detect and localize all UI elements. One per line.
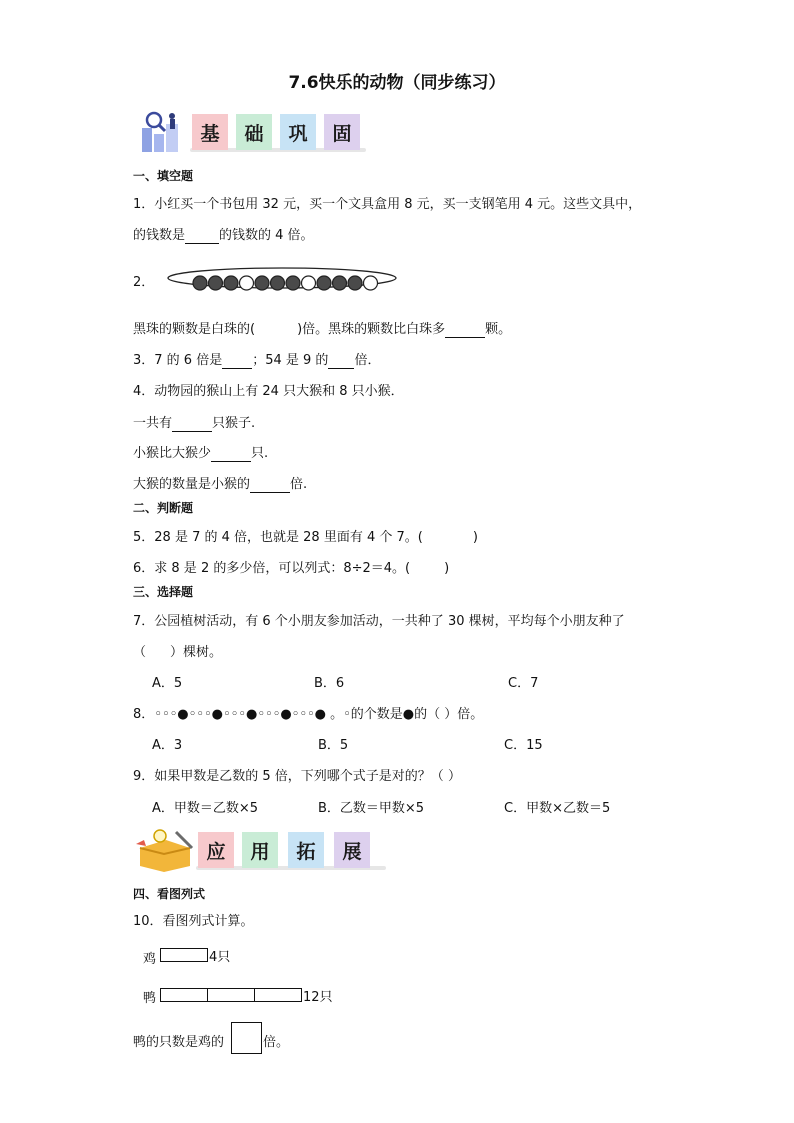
question-1-line-1: 1．小红买一个书包用 32 元，买一个文具盒用 8 元，买一支钢笔用 4 元。这些文具中， bbox=[133, 197, 642, 212]
banner-tile-2: 础 bbox=[236, 114, 272, 150]
answer-paren[interactable] bbox=[146, 645, 170, 660]
black-bead bbox=[317, 276, 331, 290]
section-heading-true-false: 二、判断题 bbox=[133, 501, 194, 515]
bead-string-figure bbox=[164, 264, 404, 300]
question-2-line: 黑珠的颗数是白珠的( )倍。黑珠的颗数比白珠多 颗。 bbox=[133, 322, 512, 337]
question-1-line-2: 的钱数是 的钱数的 4 倍。 bbox=[133, 228, 314, 243]
option-c[interactable]: C．15 bbox=[504, 738, 543, 753]
black-bead bbox=[224, 276, 238, 290]
banner-tile-3: 巩 bbox=[280, 114, 316, 150]
chicken-value: 4只 bbox=[209, 950, 231, 965]
banner-tile-3: 拓 bbox=[288, 832, 324, 868]
question-4-line-4: 大猴的数量是小猴的 倍. bbox=[133, 477, 308, 492]
answer-blank[interactable] bbox=[211, 446, 251, 462]
banner-tile-2: 用 bbox=[242, 832, 278, 868]
answer-paren[interactable] bbox=[410, 561, 444, 576]
answer-paren[interactable] bbox=[255, 322, 297, 337]
question-8: 8．◦◦◦●◦◦◦●◦◦◦●◦◦◦●◦◦◦● 。◦的个数是●的（ ）倍。 bbox=[133, 707, 484, 722]
question-9: 9．如果甲数是乙数的 5 倍，下列哪个式子是对的？（ ） bbox=[133, 769, 461, 784]
question-6: 6．求 8 是 2 的多少倍，可以列式：8÷2＝4。( ) bbox=[133, 561, 450, 576]
option-b[interactable]: B．乙数＝甲数×5 bbox=[318, 801, 425, 816]
black-bead bbox=[255, 276, 269, 290]
option-a[interactable]: A．5 bbox=[152, 676, 183, 691]
question-4-line-3: 小猴比大猴少 只. bbox=[133, 446, 269, 461]
banner-tile-4: 固 bbox=[324, 114, 360, 150]
study-illustration-icon bbox=[134, 110, 190, 154]
white-bead bbox=[302, 276, 316, 290]
option-c[interactable]: C．甲数×乙数＝5 bbox=[504, 801, 611, 816]
answer-box[interactable] bbox=[231, 1022, 262, 1054]
toolbox-illustration-icon bbox=[134, 826, 198, 872]
page-title: 7.6快乐的动物（同步练习） bbox=[288, 73, 506, 93]
question-10: 10．看图列式计算。 bbox=[133, 914, 254, 929]
black-bead bbox=[286, 276, 300, 290]
section-heading-choice: 三、选择题 bbox=[133, 585, 194, 599]
black-bead bbox=[348, 276, 362, 290]
white-bead bbox=[240, 276, 254, 290]
black-bead bbox=[333, 276, 347, 290]
question-4-line-2: 一共有 只猴子. bbox=[133, 416, 256, 431]
answer-blank[interactable] bbox=[172, 416, 212, 432]
question-4-line-1: 4．动物园的猴山上有 24 只大猴和 8 只小猴． bbox=[133, 384, 404, 399]
question-10-answer-end: 倍。 bbox=[263, 1035, 290, 1050]
question-5: 5．28 是 7 的 4 倍，也就是 28 里面有 4 个 7。( ) bbox=[133, 530, 478, 545]
answer-paren[interactable] bbox=[423, 530, 473, 545]
answer-blank[interactable] bbox=[250, 477, 290, 493]
answer-blank[interactable] bbox=[222, 353, 252, 369]
question-2-number: 2． bbox=[133, 275, 155, 290]
white-bead bbox=[364, 276, 378, 290]
section-banner-extension bbox=[134, 828, 394, 868]
duck-value: 12只 bbox=[303, 990, 333, 1005]
question-3: 3．7 的 6 倍是 ；54 是 9 的 倍． bbox=[133, 353, 381, 368]
option-b[interactable]: B．5 bbox=[318, 738, 349, 753]
option-a[interactable]: A．3 bbox=[152, 738, 183, 753]
black-bead bbox=[271, 276, 285, 290]
option-a[interactable]: A．甲数＝乙数×5 bbox=[152, 801, 259, 816]
banner-tile-4: 展 bbox=[334, 832, 370, 868]
answer-blank[interactable] bbox=[445, 322, 485, 338]
black-bead bbox=[193, 276, 207, 290]
question-7-line-1: 7．公园植树活动，有 6 个小朋友参加活动，一共种了 30 棵树，平均每个小朋友种了 bbox=[133, 614, 625, 629]
chicken-label: 鸡 bbox=[143, 952, 157, 967]
black-bead bbox=[209, 276, 223, 290]
section-banner-basic bbox=[134, 110, 374, 150]
answer-blank[interactable] bbox=[185, 228, 219, 244]
question-7-line-2: （ ）棵树。 bbox=[133, 645, 223, 660]
section-heading-fill-in: 一、填空题 bbox=[133, 169, 194, 183]
option-c[interactable]: C．7 bbox=[508, 676, 539, 691]
section-heading-picture: 四、看图列式 bbox=[133, 887, 206, 901]
banner-tile-1: 应 bbox=[198, 832, 234, 868]
chicken-bar bbox=[160, 948, 208, 962]
banner-tile-1: 基 bbox=[192, 114, 228, 150]
answer-blank[interactable] bbox=[328, 353, 354, 369]
question-10-answer: 鸭的只数是鸡的 bbox=[133, 1035, 225, 1050]
duck-label: 鸭 bbox=[143, 991, 157, 1006]
duck-bar bbox=[160, 988, 302, 1002]
option-b[interactable]: B．6 bbox=[314, 676, 345, 691]
